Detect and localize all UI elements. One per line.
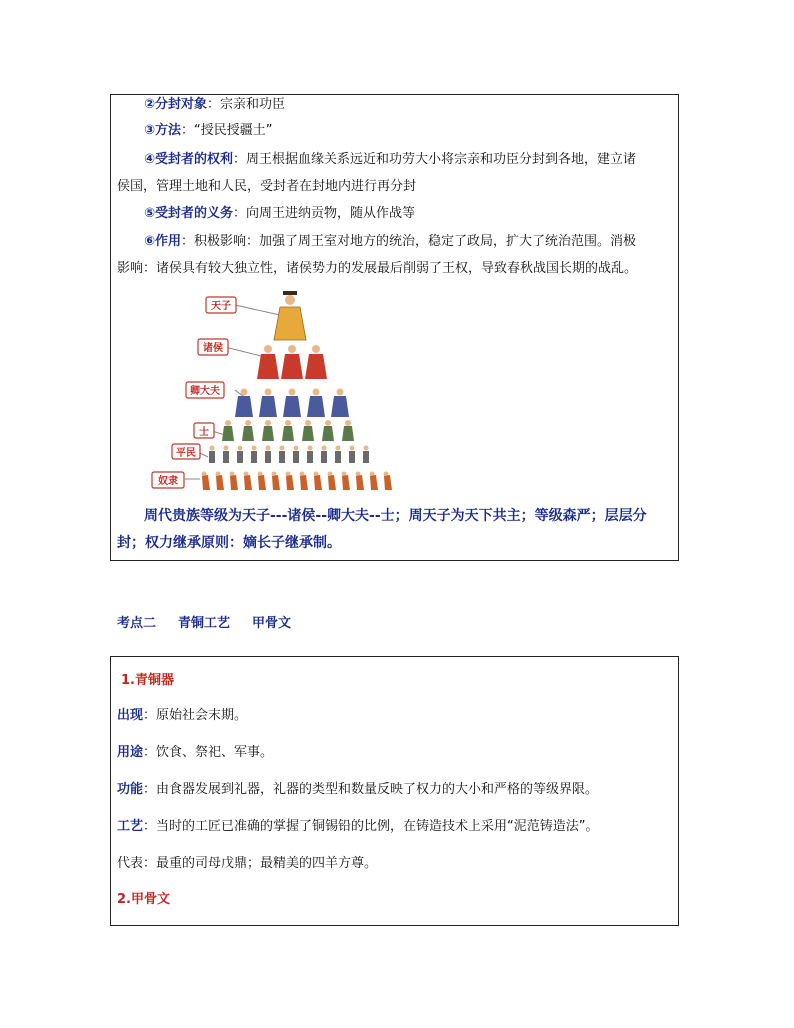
text-line-effects: ⑥作用：积极影响：加强了周王室对地方的统治，稳定了政局，扩大了统治范围。消极 xyxy=(144,234,637,249)
emperor-figure xyxy=(274,291,306,340)
label-zhuhou xyxy=(198,339,228,355)
slaves-row xyxy=(202,472,393,491)
row-function: 功能：由食器发展到礼器，礼器的类型和数量反映了权力的大小和严格的等级界限。 xyxy=(117,782,599,797)
text-line-rights-cont: 侯国，管理土地和人民，受封者在封地内进行再分封 xyxy=(117,179,417,194)
hierarchy-pyramid-illustration xyxy=(140,285,400,495)
scholars-row xyxy=(222,420,354,441)
row-craft: 工艺：当时的工匠已准确的掌握了铜锡铅的比例，在铸造技术上采用“泥范铸造法”。 xyxy=(117,819,599,834)
row-origin: 出现：原始社会末期。 xyxy=(117,708,248,723)
svg-text:诸侯: 诸侯 xyxy=(203,343,223,354)
svg-text:奴隶: 奴隶 xyxy=(158,476,178,487)
section-part-2: 青铜工艺 xyxy=(178,616,231,631)
section-part-1: 考点二 xyxy=(117,616,157,631)
row-usage: 用途：饮食、祭祀、军事。 xyxy=(117,745,274,760)
svg-text:士: 士 xyxy=(199,427,209,438)
row-representative: 代表：最重的司母戊鼎；最精美的四羊方尊。 xyxy=(117,856,378,871)
svg-text:天子: 天子 xyxy=(211,301,231,312)
svg-text:平民: 平民 xyxy=(176,448,196,459)
section-part-3: 甲骨文 xyxy=(252,616,292,631)
text-line-targets: ②分封对象：宗亲和功臣 xyxy=(144,97,286,112)
label-shi xyxy=(194,423,214,438)
svg-text:卿大夫: 卿大夫 xyxy=(190,386,220,397)
summary-line-2: 封；权力继承原则：嫡长子继承制。 xyxy=(117,535,341,551)
label-nuli xyxy=(152,472,184,488)
lords-row xyxy=(257,345,327,379)
text-line-effects-cont: 影响：诸侯具有较大独立性，诸侯势力的发展最后削弱了王权，导致春秋战国长期的战乱。 xyxy=(117,261,638,276)
heading-bronze: 1.青铜器 xyxy=(121,673,174,688)
summary-line-1: 周代贵族等级为天子---诸侯--卿大夫--士；周天子为天下共主；等级森严；层层分 xyxy=(144,508,647,524)
text-line-rights: ④受封者的权利：周王根据血缘关系远近和功劳大小将宗亲和功臣分封到各地，建立诸 xyxy=(144,152,637,167)
heading-oracle-bone: 2.甲骨文 xyxy=(117,892,170,907)
label-tianzi xyxy=(206,297,236,313)
text-line-method: ③方法：“授民授疆土” xyxy=(144,123,273,138)
commoners-row xyxy=(209,446,369,464)
section-heading xyxy=(117,612,313,631)
label-pingmin xyxy=(172,444,200,459)
ministers-row xyxy=(235,389,349,418)
label-qingdafu xyxy=(186,382,224,398)
text-line-duties: ⑤受封者的义务：向周王进纳贡物，随从作战等 xyxy=(144,206,416,221)
